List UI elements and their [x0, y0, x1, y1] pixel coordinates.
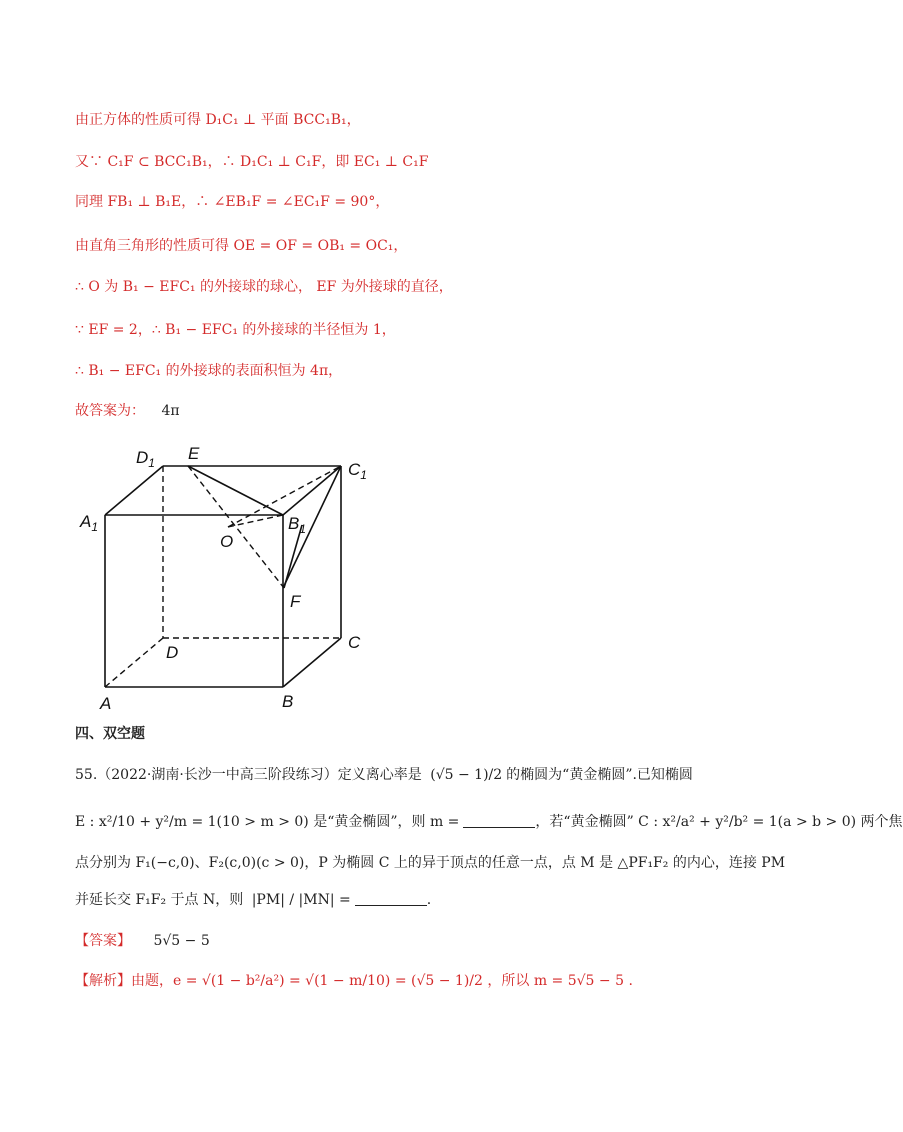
answer-blank-1[interactable] [463, 813, 535, 828]
edge-A1D1 [105, 466, 163, 515]
label-C1: $C_1$ [348, 460, 367, 482]
label-E: E [188, 444, 200, 463]
analysis-line [75, 972, 633, 990]
ellipse-C-statement: ，若“黄金椭圆” C : x²/a² + y²/b² = 1(a > b > 0) 两个焦 [535, 814, 903, 830]
label-B1: $B_1$ [288, 514, 307, 536]
section-title: 四、双空题 [75, 726, 145, 742]
answer-line [75, 932, 210, 950]
problem-line-3: 点分别为 F₁(−c,0)、F₂(c,0)(c > 0)，P 为椭圆 C 上的异于顶点的任意一点，点 M 是 △PF₁F₂ 的内心，连接 PM [75, 855, 786, 871]
label-B: B [282, 692, 294, 711]
final-answer-line [75, 402, 180, 420]
answer-blank-2[interactable] [355, 891, 427, 906]
solution-line-4: 由直角三角形的性质可得 OE = OF = OB₁ = OC₁， [75, 238, 408, 254]
solution-line-1: 由正方体的性质可得 D₁C₁ ⊥ 平面 BCC₁B₁， [75, 112, 361, 128]
problem-number: 55. [75, 767, 98, 783]
label-O: O [220, 532, 234, 551]
label-C: C [348, 633, 361, 652]
dashed-OC1 [228, 466, 341, 527]
problem-text-a: 定义离心率是 [337, 767, 422, 783]
golden-ratio: (√5 − 1)/2 [430, 767, 503, 783]
edge-BC [283, 638, 341, 687]
answer-label: 【答案】 [75, 933, 131, 949]
ellipse-E-statement: E : x²/10 + y²/m = 1(10 > m > 0) 是“黄金椭圆”，则 m = [75, 814, 460, 830]
problem-line-1 [75, 766, 693, 784]
label-D1: $D_1$ [136, 448, 155, 470]
label-D: D [166, 643, 179, 662]
solution-line-3: 同理 FB₁ ⊥ B₁E，∴ ∠EB₁F = ∠EC₁F = 90°， [75, 194, 390, 210]
problem-line-2 [75, 813, 903, 831]
segment-EO [188, 466, 227, 527]
analysis-text: 由题，e = √(1 − b²/a²) = √(1 − m/10) = (√5 − 1)/2 ，所以 m = 5√5 − 5 . [131, 973, 633, 989]
dashed-EF [188, 466, 284, 588]
label-A: A [100, 694, 112, 713]
problem-line-4-text: 并延长交 F₁F₂ 于点 N，则 [75, 892, 244, 908]
solution-line-7: ∴ B₁ − EFC₁ 的外接球的表面积恒为 4π， [75, 363, 343, 379]
problem-source: （2022·湖南·长沙一中高三阶段练习） [97, 767, 338, 783]
problem-line-4 [75, 891, 431, 909]
answer-value: 5√5 − 5 [153, 933, 210, 949]
edge-B1C1 [283, 466, 341, 515]
ratio-expression: |PM| / |MN| = [251, 892, 351, 908]
problem-line-4-end: . [426, 892, 432, 908]
problem-text-b: 的椭圆为“黄金椭圆”.已知椭圆 [506, 767, 693, 783]
solution-line-5: ∴ O 为 B₁ − EFC₁ 的外接球的球心， EF 为外接球的直径， [75, 279, 453, 295]
solution-line-6: ∵ EF = 2，∴ B₁ − EFC₁ 的外接球的半径恒为 1， [75, 322, 396, 338]
hidden-edge-AD [105, 638, 163, 687]
cube-figure [70, 435, 390, 715]
final-answer-value: 4π [161, 403, 180, 419]
solution-line-2: 又∵ C₁F ⊂ BCC₁B₁，∴ D₁C₁ ⊥ C₁F，即 EC₁ ⊥ C₁F [75, 154, 429, 170]
dashed-OB1 [228, 515, 283, 527]
final-answer-label: 故答案为： [75, 403, 145, 419]
analysis-label: 【解析】 [75, 973, 131, 989]
label-A1: $A_1$ [80, 512, 99, 534]
label-F: F [290, 592, 301, 611]
segment-EB1 [188, 466, 283, 515]
